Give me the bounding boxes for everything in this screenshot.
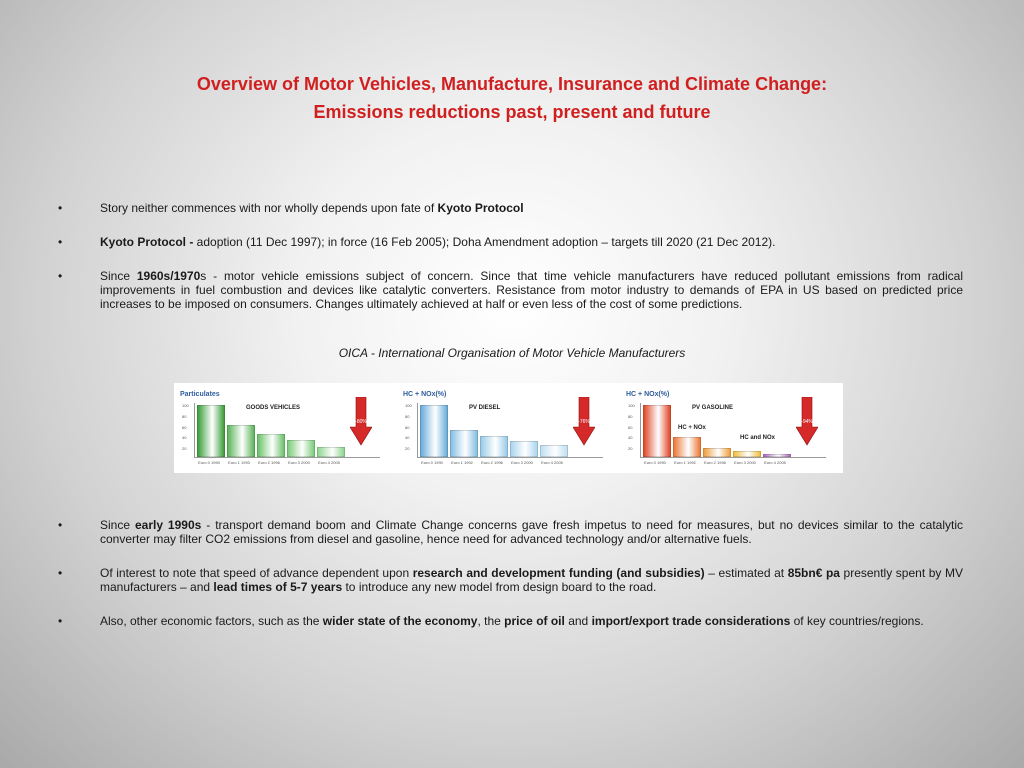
top-bullet-list <box>58 201 963 311</box>
x-tick-label: Euro 0 1990 <box>644 460 666 465</box>
y-tick-label: 100 <box>182 403 189 408</box>
chart-panel-label: GOODS VEHICLES <box>246 405 301 411</box>
oica-caption: OICA - International Organisation of Motor Vehicle Manufacturers <box>338 346 686 360</box>
bullet-1960s <box>58 269 963 311</box>
bullet-marker: • <box>58 614 63 628</box>
x-tick-label: Euro 2 1996 <box>481 460 503 465</box>
y-tick-label: 60 <box>182 424 187 430</box>
reduction-arrow-icon <box>796 397 818 447</box>
bullet-text: Also, other economic factors, such as the wider state of the economy, the price of oil and import/export trade considerations of key countries/regions. <box>100 614 924 628</box>
bar-1 <box>420 405 448 457</box>
bullet-marker: • <box>58 269 63 283</box>
x-tick-label: Euro 4 2005 <box>541 460 563 465</box>
bullet-kyoto-fate <box>58 201 963 215</box>
chart-panel-label: PV GASOLINE <box>692 405 734 411</box>
chart-axis-label: HC + NOx(%) <box>626 391 670 398</box>
bar-4 <box>287 440 315 457</box>
y-tick-label: 20 <box>628 446 633 452</box>
y-tick-label: 60 <box>405 424 410 430</box>
x-tick-label: Euro 3 2000 <box>288 460 310 465</box>
emissions-chart-3 <box>620 383 843 473</box>
x-tick-label: Euro 0 1990 <box>198 460 220 465</box>
y-tick-label: 60 <box>628 424 633 430</box>
emissions-chart-strip <box>174 383 843 473</box>
bar-3 <box>257 434 285 457</box>
y-tick-label: 80 <box>628 413 633 419</box>
reduction-arrow-icon <box>573 397 595 447</box>
bar-2 <box>450 430 478 457</box>
chart-sub-label: HC + NOx <box>678 425 706 431</box>
chart-panel-label: PV DIESEL <box>469 405 501 411</box>
x-tick-label: Euro 1 1992 <box>674 460 696 465</box>
bar-1 <box>197 405 225 457</box>
bar-4 <box>733 451 761 457</box>
x-tick-label: Euro 4 2005 <box>764 460 786 465</box>
bullet-marker: • <box>58 235 63 249</box>
bar-3 <box>480 436 508 457</box>
y-tick-label: 20 <box>405 446 410 452</box>
y-tick-label: 100 <box>405 403 412 408</box>
bar-5 <box>317 447 345 457</box>
bar-5 <box>763 454 791 457</box>
emissions-chart-2 <box>397 383 620 473</box>
bar-2 <box>227 425 255 457</box>
bar-1 <box>643 405 671 457</box>
x-tick-label: Euro 3 2000 <box>734 460 756 465</box>
bar-5 <box>540 445 568 457</box>
chart-axis-label: HC + NOx(%) <box>403 391 447 398</box>
bar-3 <box>703 448 731 457</box>
x-tick-label: Euro 0 1990 <box>421 460 443 465</box>
x-tick-label: Euro 4 2005 <box>318 460 340 465</box>
slide-title <box>0 70 1024 126</box>
bullet-economic-factors <box>58 614 963 628</box>
title-line-1: Overview of Motor Vehicles, Manufacture, Insurance and Climate Change: <box>196 74 828 94</box>
y-tick-label: 20 <box>182 446 187 452</box>
reduction-arrow-icon <box>350 397 372 447</box>
title-line-2: Emissions reductions past, present and future <box>313 102 711 122</box>
bullet-marker: • <box>58 201 63 215</box>
y-tick-label: 80 <box>405 413 410 419</box>
bullet-text: Since 1960s/1970s - motor vehicle emissions subject of concern. Since that time vehicle manufacturers have reduced pollutant emissions from radical improvements in fuel combustion and devices like catalytic converters. Resistance from motor industry to demands of EPA in US based on predicted price increases to be imposed on consumers. Changes ultimately achieved at half or even less of the cost of some predictions. <box>100 269 963 311</box>
bullet-marker: • <box>58 566 63 580</box>
x-tick-label: Euro 2 1996 <box>258 460 280 465</box>
reduction-arrow-label: -80% <box>355 419 367 425</box>
y-tick-label: 40 <box>182 435 187 441</box>
x-tick-label: Euro 1 1992 <box>451 460 473 465</box>
reduction-arrow-label: -76% <box>578 419 590 425</box>
bullet-kyoto-dates <box>58 235 963 249</box>
bullet-text: Of interest to note that speed of advance dependent upon research and development funding (and subsidies) – estimated at 85bn€ pa presently spent by MV manufacturers – and lead times of 5-7 years to introduce any new model from design board to the road. <box>100 566 963 594</box>
y-tick-label: 80 <box>182 413 187 419</box>
y-tick-label: 100 <box>628 403 635 408</box>
chart-axis-label: Particulates <box>180 391 220 398</box>
bullet-early-1990s <box>58 518 963 546</box>
bar-4 <box>510 441 538 457</box>
y-tick-label: 40 <box>405 435 410 441</box>
x-tick-label: Euro 3 2000 <box>511 460 533 465</box>
y-tick-label: 40 <box>628 435 633 441</box>
chart-sub-label: HC and NOx <box>740 435 776 441</box>
bullet-rd-funding <box>58 566 963 594</box>
bottom-bullet-list <box>58 518 963 628</box>
bar-2 <box>673 437 701 457</box>
x-tick-label: Euro 1 1993 <box>228 460 250 465</box>
bullet-marker: • <box>58 518 63 532</box>
bullet-text: Kyoto Protocol - adoption (11 Dec 1997); in force (16 Feb 2005); Doha Amendment adoption – targets till 2020 (21 Dec 2012). <box>100 235 776 249</box>
emissions-chart-1 <box>174 383 397 473</box>
bullet-text: Story neither commences with nor wholly depends upon fate of Kyoto Protocol <box>100 201 524 215</box>
x-tick-label: Euro 2 1996 <box>704 460 726 465</box>
bullet-text: Since early 1990s - transport demand boom and Climate Change concerns gave fresh impetus to need for measures, but no devices similar to the catalytic converter may filter CO2 emissions from diesel and gasoline, hence need for advanced technology and/or alternative fuels. <box>100 518 964 546</box>
reduction-arrow-label: -94% <box>801 419 813 425</box>
